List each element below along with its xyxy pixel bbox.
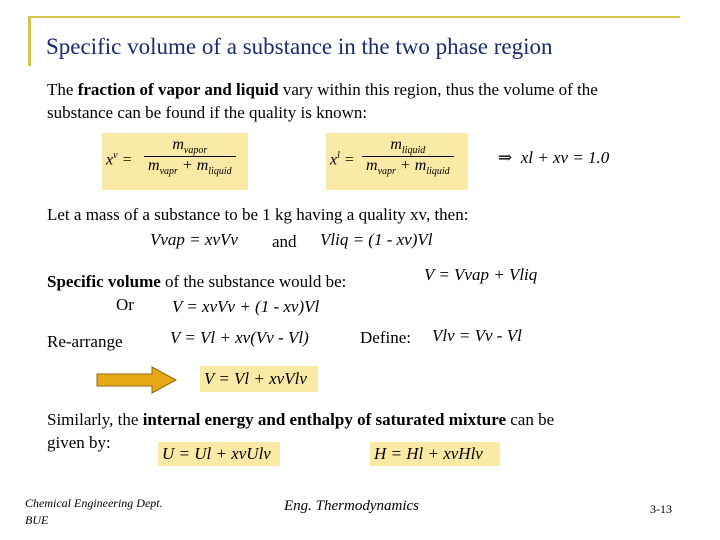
eq-xl-plus: +: [399, 157, 411, 175]
eq-v-rearranged: V = Vl + xv(Vv - Vl): [170, 328, 309, 347]
title-frame-top: [30, 16, 680, 18]
specific-volume-line: [47, 270, 346, 293]
eq-xl-den-b-sub: liquid: [426, 166, 450, 178]
implies-symbol: ⇒: [498, 148, 513, 167]
eq-xv-plus: +: [181, 157, 193, 175]
equation-liquid-quality: $x^l$ = $m_{liquid}$ $m_{vapr} + m_{liquid}$: [326, 133, 468, 190]
intro-bold: fraction of vapor and liquid: [77, 80, 279, 99]
arrow-right-icon: [96, 366, 178, 394]
footer-university: BUE: [25, 513, 49, 527]
eq-xv-num: m: [172, 136, 184, 153]
intro-paragraph: [47, 78, 598, 124]
eq-xv-num-sub: vapor: [183, 145, 208, 157]
eq-v-sum: V = Vvap + Vliq: [424, 265, 538, 284]
eq-xl-lhs: x: [330, 151, 338, 169]
specific-volume-rest: of the substance would be:: [160, 272, 347, 291]
intro-pre: The: [47, 80, 78, 99]
eq-xv-den-a-sub: vapr: [159, 166, 178, 178]
eq-xv-lhs: x: [106, 151, 114, 169]
eq-xl-den-a: m: [366, 157, 378, 175]
footer-dept: Chemical Engineering Dept.: [25, 496, 163, 510]
eq-vvap: Vvap = xvVv: [150, 230, 238, 249]
eq-vlv: Vlv = Vv - Vl: [432, 326, 522, 345]
eq-xl-lhs-sup: l: [337, 150, 340, 161]
eq-xl-num-sub: liquid: [401, 145, 426, 157]
similarly-bold: internal energy and enthalpy of saturated mixture: [142, 410, 506, 429]
intro-line2: substance can be found if the quality is known:: [47, 103, 368, 122]
intro-post: vary within this region, thus the volume of the: [278, 80, 598, 99]
and-label: and: [272, 232, 297, 251]
eq-xv-den-b: m: [196, 157, 209, 175]
similarly-line2: given by:: [47, 433, 111, 452]
mass-line: Let a mass of a substance to be 1 kg having a quality xv, then:: [47, 205, 469, 224]
specific-volume-bold: Specific volume: [47, 272, 161, 291]
eq-xv-den-a: m: [148, 157, 160, 175]
similarly-pre: Similarly, the: [47, 410, 143, 429]
eq-xv-lhs-sup: v: [113, 150, 118, 161]
similarly-post: can be: [506, 410, 555, 429]
quality-sum-eq: xl + xv = 1.0: [520, 148, 610, 167]
eq-u: U = Ul + xvUlv: [158, 442, 280, 466]
eq-xl-den-b: m: [414, 157, 427, 175]
quality-sum: [498, 146, 609, 169]
equation-vapor-quality: $x^v$ = $m_{vapor}$ $m_{vapr} + m_{liquid}$: [102, 133, 248, 190]
define-label: Define:: [360, 328, 411, 347]
eq-vliq: Vliq = (1 - xv)Vl: [320, 230, 433, 249]
eq-xl-den-a-sub: vapr: [377, 166, 396, 178]
or-label: Or: [116, 295, 134, 314]
rearrange-label: Re-arrange: [47, 332, 123, 351]
footer-left: [25, 495, 163, 529]
slide-title: Specific volume of a substance in the two phase region: [46, 34, 553, 59]
footer-course: Eng. Thermodynamics: [284, 498, 419, 514]
title-frame-left: [28, 16, 31, 66]
page-number: 3-13: [650, 502, 672, 516]
eq-h: H = Hl + xvHlv: [370, 442, 500, 466]
eq-v-final: V = Vl + xvVlv: [200, 366, 318, 392]
eq-v-expand: V = xvVv + (1 - xv)Vl: [172, 297, 320, 316]
eq-xl-num: m: [390, 136, 402, 153]
eq-xv-den-b-sub: liquid: [208, 166, 232, 178]
